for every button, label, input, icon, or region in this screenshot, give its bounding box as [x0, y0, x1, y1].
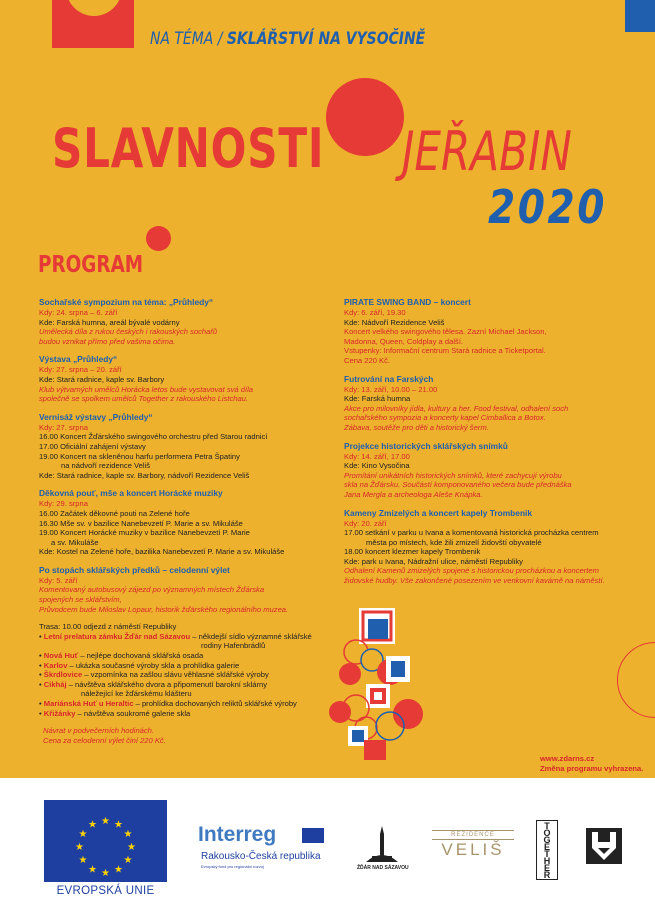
trip-route	[39, 622, 329, 745]
red-circle-program-deco	[146, 226, 171, 251]
event-desc: skla na Žďársku. Součástí komponovaného večera bude přednáška	[344, 480, 572, 490]
event-pout	[39, 488, 329, 557]
program-heading: PROGRAM	[38, 252, 144, 278]
event-desc: budou vznikat přímo před vašima očima.	[39, 336, 176, 346]
event-vystava	[39, 354, 329, 403]
event-desc: Zábava, soutěže pro děti a historický šerm.	[344, 422, 489, 432]
svg-text:★: ★	[114, 864, 123, 876]
velis-top-label: REZIDENCE	[432, 830, 514, 840]
note-line: Návrat v podvečerních hodinách.	[43, 726, 155, 736]
event-item: 18.00 koncert klezmer kapely Trombenik	[344, 547, 481, 557]
red-circle-outline-deco	[617, 642, 655, 718]
event-place: Kde: Kostel na Zelené hoře, bazilika Nanebevzetí P. Marie a sv. Mikuláše	[39, 547, 285, 557]
event-desc: společně se spolkem umělců Together z rakouského Listchau.	[39, 394, 249, 404]
event-pirate-swing	[344, 297, 634, 366]
event-item: 17.00 setkání v parku u Ivana a komentovaná historická procházka centrem	[344, 528, 599, 538]
glass-pattern-deco	[326, 600, 436, 760]
event-desc: Průvodcem bude Miloslav Lopaur, historik žďárského regionálního muzea.	[39, 604, 289, 614]
event-date: Kdy: 6. září, 19.30	[344, 308, 406, 317]
event-date: Kdy: 29. srpna	[39, 499, 88, 509]
event-date: Kdy: 27. srpna – 20. září	[39, 365, 122, 375]
event-vylet	[39, 565, 329, 614]
disclaimer: Změna programu vyhrazena.	[540, 764, 644, 773]
svg-text:★: ★	[123, 855, 133, 866]
route-stop: • Letní prelatura zámku Žďár nad Sázavou – někdejší sídlo významné sklářské	[39, 631, 312, 641]
event-item: 19.00 Koncert na skleněnou harfu performera Petra Špatiny	[39, 451, 240, 461]
event-title: Kameny Zmizelých a koncert kapely Trombenik	[344, 507, 533, 518]
event-place: Kde: park u Ivana, Nádražní ulice, náměstí Republiky	[344, 556, 523, 566]
route-stop-cont: rodiny Hafenbrádlů	[201, 641, 266, 651]
interreg-subtitle: Rakousko-Česká republika	[201, 851, 321, 862]
event-item: 17.00 Oficiální zahájení výstavy	[39, 441, 146, 451]
route-stop: • Karlov – ukázka současné výroby skla a prohlídka galerie	[39, 660, 240, 670]
event-title: Výstava „Průhledy“	[39, 354, 118, 365]
event-sympozium	[39, 297, 329, 346]
event-desc: Komentovaný autobusový zájezd po významných místech Žďárska	[39, 585, 265, 595]
website-link[interactable]: www.zdarns.cz	[540, 754, 595, 763]
event-item: a sv. Mikuláše	[51, 537, 99, 547]
svg-text:★: ★	[78, 829, 88, 840]
route-stop: • Škrdlovice – vzpomínka na zašlou slávu věhlasné sklářské výroby	[39, 670, 269, 680]
event-desc: Umělecká díla z rukou českých i rakouských sochařů	[39, 327, 218, 337]
svg-text:★: ★	[88, 819, 97, 831]
event-title: Futrování na Farských	[344, 373, 434, 384]
svg-text:★: ★	[75, 842, 84, 853]
event-item: na nádvoří rezidence Veliš	[61, 461, 151, 471]
together-logo	[536, 820, 558, 880]
event-place: Kde: Kino Vysočina	[344, 461, 410, 471]
route-start: Trasa: 10.00 odjezd z náměstí Republiky	[39, 622, 177, 632]
h-symbol-icon	[586, 828, 622, 864]
together-label: TOGETHER	[543, 821, 551, 880]
route-stop: • Mariánská Huť u Heraltic – prohlídka dochovaných reliktů sklářské výroby	[39, 699, 297, 708]
event-desc: Klub výtvarných umělců Horácka letos bude vystavovat svá díla	[39, 384, 253, 394]
interreg-tagline: Evropský fond pro regionální rozvoj	[201, 864, 264, 869]
event-place: Kde: Stará radnice, kaple sv. Barbory	[39, 374, 165, 384]
event-title: Sochařské sympozium na téma: „Průhledy“	[39, 297, 214, 307]
year-heading: 2020	[488, 180, 608, 234]
svg-text:★: ★	[123, 829, 133, 840]
event-title: Děkovná pouť, mše a koncert Horácké muziky	[39, 488, 223, 499]
sponsor-footer	[0, 778, 655, 922]
event-desc: židovské hudby. Vše zakončené posezením ve venkovní kavárně na náměstí.	[344, 576, 605, 586]
event-desc: Koncert velkého swingového tělesa. Zazní Michael Jackson,	[344, 327, 547, 337]
velis-logo	[432, 830, 514, 860]
event-date: Kdy: 24. srpna – 6. září	[39, 308, 118, 317]
event-desc: Odhalení Kamenů zmizelých spojené s historickou procházkou a koncertem	[344, 566, 599, 576]
trip-note	[39, 726, 329, 745]
event-price: Cena 220 Kč.	[344, 355, 391, 365]
zdar-label: ŽĎÁR NAD SÁZAVOU	[357, 865, 409, 871]
event-place: Kde: Farská humna	[344, 394, 411, 404]
event-title: Po stopách sklářských předků – celodenní výlet	[39, 564, 230, 575]
event-item: 19.00 Koncert Horácké muziky v bazilice Nanebevzetí P. Marie	[39, 528, 250, 538]
event-title: Vernisáž výstavy „Průhledy“	[39, 411, 153, 422]
interreg-logo: Interreg	[198, 823, 277, 846]
event-desc: Jana Mergla a archeologa Aleše Knápka.	[344, 489, 483, 499]
event-place: Kde: Farská humna, areál bývalé vodárny	[39, 317, 180, 327]
event-date: Kdy: 14. září, 17.00	[344, 451, 410, 461]
svg-text:★: ★	[114, 819, 123, 831]
event-place: Kde: Nádvoří Rezidence Veliš	[344, 317, 445, 327]
theme-heading: NA TÉMA / SKLÁŘSTVÍ NA VYSOČINĚ	[150, 29, 426, 49]
event-date: Kdy: 5. září	[39, 575, 78, 585]
program-column-right	[344, 297, 634, 594]
red-circle-title-deco	[326, 78, 404, 156]
event-kameny	[344, 508, 634, 586]
event-place: Kde: Stará radnice, kaple sv. Barbory, nádvoří Rezidence Veliš	[39, 470, 250, 480]
event-date: Kdy: 13. září, 10.00 – 21.00	[344, 384, 438, 394]
eu-label: EVROPSKÁ UNIE	[56, 885, 155, 897]
route-stop: • Nová Huť – nejlépe dochovaná sklářská osada	[39, 651, 204, 661]
event-desc: Promítání unikátních historických snímků, které zachycují výrobu	[344, 470, 562, 480]
velis-label: VELIŠ	[441, 840, 505, 859]
route-stop: • Křižánky – návštěva soukromé galerie skla	[39, 708, 191, 718]
event-desc: spojených se sklářstvím,	[39, 595, 122, 605]
svg-text:★: ★	[101, 868, 110, 879]
program-column-left	[39, 297, 329, 745]
event-item: 16.00 Koncert Žďárského swingového orchestru před Starou radnicí	[39, 432, 268, 442]
note-line: Cena za celodenní výlet činí 220 Kč.	[43, 735, 166, 745]
event-item: 16.30 Mše sv. v bazilice Nanebevzetí P. Marie a sv. Mikuláše	[39, 518, 243, 528]
event-projekce	[344, 441, 634, 500]
event-title: Projekce historických sklářských snímků	[344, 440, 508, 451]
eu-flag-icon	[44, 800, 167, 882]
blue-square-corner-deco	[625, 0, 655, 32]
event-item: města po místech, kde žili zmizelí židovští obyvatelé	[366, 537, 542, 547]
event-desc: Akce pro milovníky jídla, kultury a her. Food festival, odhalení soch	[344, 403, 569, 413]
svg-text:★: ★	[127, 842, 136, 853]
svg-text:★: ★	[101, 816, 110, 827]
event-desc: Madonna, Queen, Coldplay a další.	[344, 336, 464, 346]
eu-mini-flag-icon	[302, 828, 324, 843]
svg-text:★: ★	[78, 855, 88, 866]
svg-text:★: ★	[88, 864, 97, 876]
event-vernisaz	[39, 412, 329, 481]
event-desc: sochařského sympozia a koncerty kapel Cimballica a Botox.	[344, 413, 546, 423]
route-stop-cont: náležející ke žďárskému klášteru	[81, 689, 192, 699]
zdar-church-icon	[362, 826, 402, 864]
event-date: Kdy: 27. srpna	[39, 422, 88, 432]
title-slavnosti: SLAVNOSTI	[52, 117, 325, 180]
event-title: PIRATE SWING BAND – koncert	[344, 297, 471, 307]
poster-footnote	[540, 754, 643, 774]
event-date: Kdy: 20. září	[344, 518, 387, 528]
title-jerabin: JEŘABIN	[402, 120, 572, 183]
event-item: 16.00 Začátek děkovné pouti na Zelené hoře	[39, 508, 190, 518]
event-tickets: Vstupenky: Informační centrum Stará radnice a Ticketportal.	[344, 346, 546, 356]
route-stop: • Cikháj – návštěva sklářského dvora a připomenutí barokní sklárny	[39, 679, 268, 689]
event-futrovani	[344, 374, 634, 433]
